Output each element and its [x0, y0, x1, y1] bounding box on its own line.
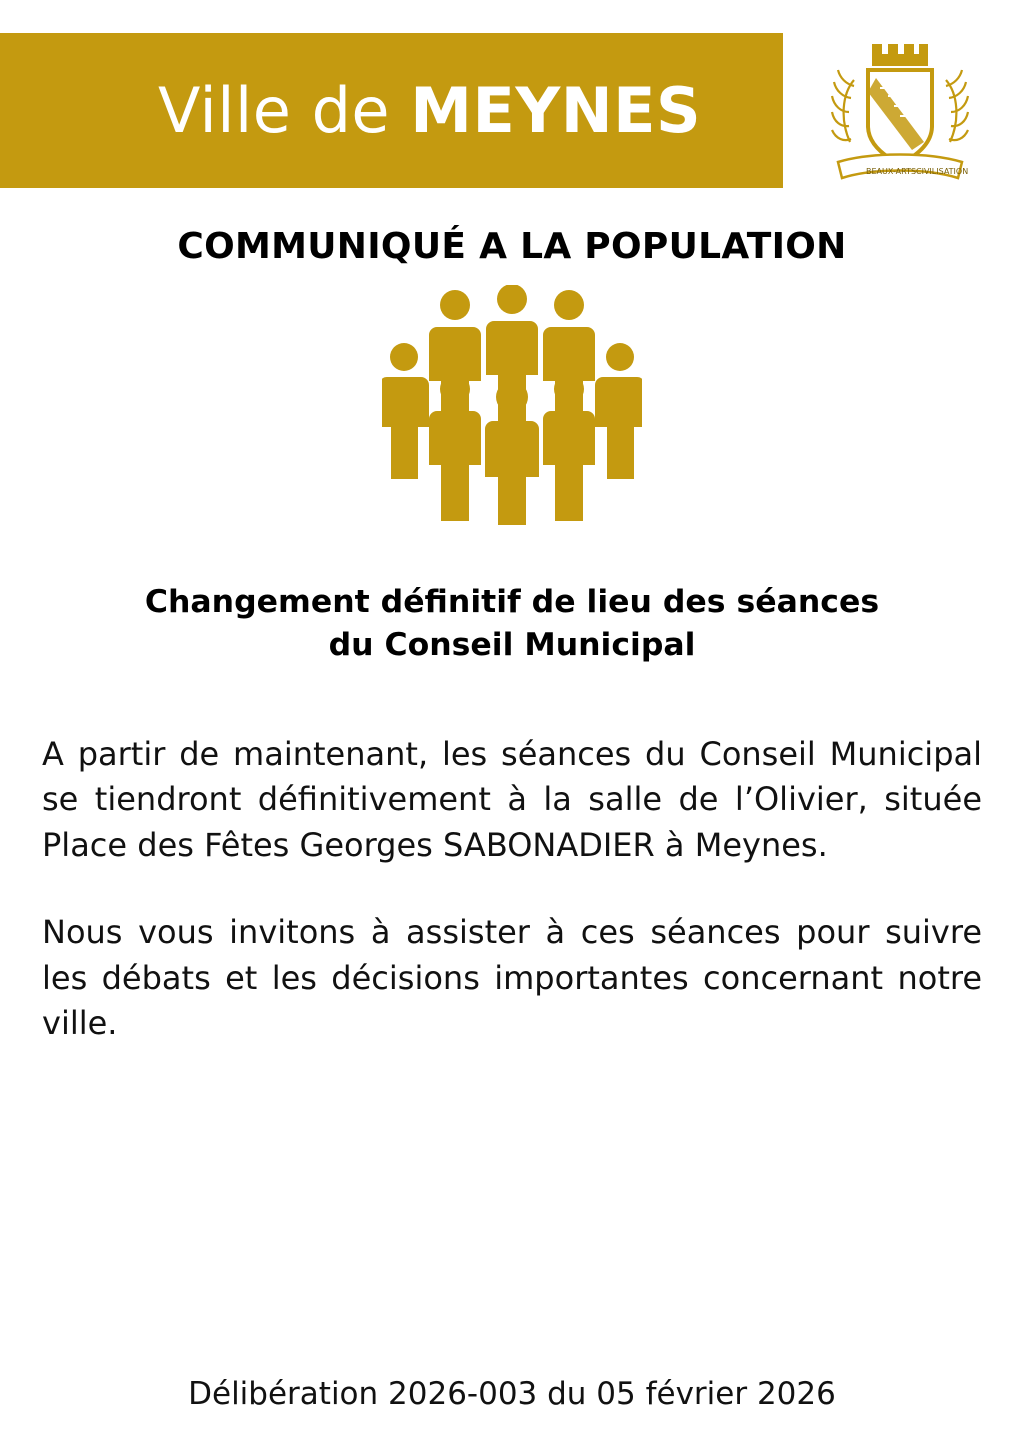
page-title [0, 73, 702, 147]
town-coat-of-arms-icon [820, 34, 980, 189]
notice-paragraph-1: A partir de maintenant, les séances du Conseil Municipal se tiendront définitivement à la salle de l’Olivier, située Place des Fêtes Georges SABONADIER à Meynes. [42, 735, 982, 864]
header-banner [0, 33, 783, 188]
notice-subject-line-1: Changement définitif de lieu des séances [144, 584, 880, 620]
document-header [0, 0, 1024, 190]
deliberation-reference: Délibération 2026-003 du 05 février 2026 [188, 1376, 836, 1412]
svg-text:CIVILISATION: CIVILISATION [916, 167, 969, 176]
page-title-prefix: Ville de [158, 73, 411, 147]
notice-body [0, 732, 1024, 1047]
notice-subject [0, 581, 1024, 666]
group-of-people-icon [382, 285, 642, 525]
svg-text:BEAUX-ARTS: BEAUX-ARTS [866, 167, 917, 176]
page-title-city: MEYNES [410, 73, 702, 147]
notice-paragraph-2: Nous vous invitons à assister à ces séances pour suivre les débats et les décisions importantes concernant notre ville. [42, 913, 982, 1043]
communique-heading: COMMUNIQUÉ A LA POPULATION [177, 226, 847, 267]
illustration-container [0, 285, 1024, 525]
notice-subject-line-2: du Conseil Municipal [328, 626, 696, 663]
